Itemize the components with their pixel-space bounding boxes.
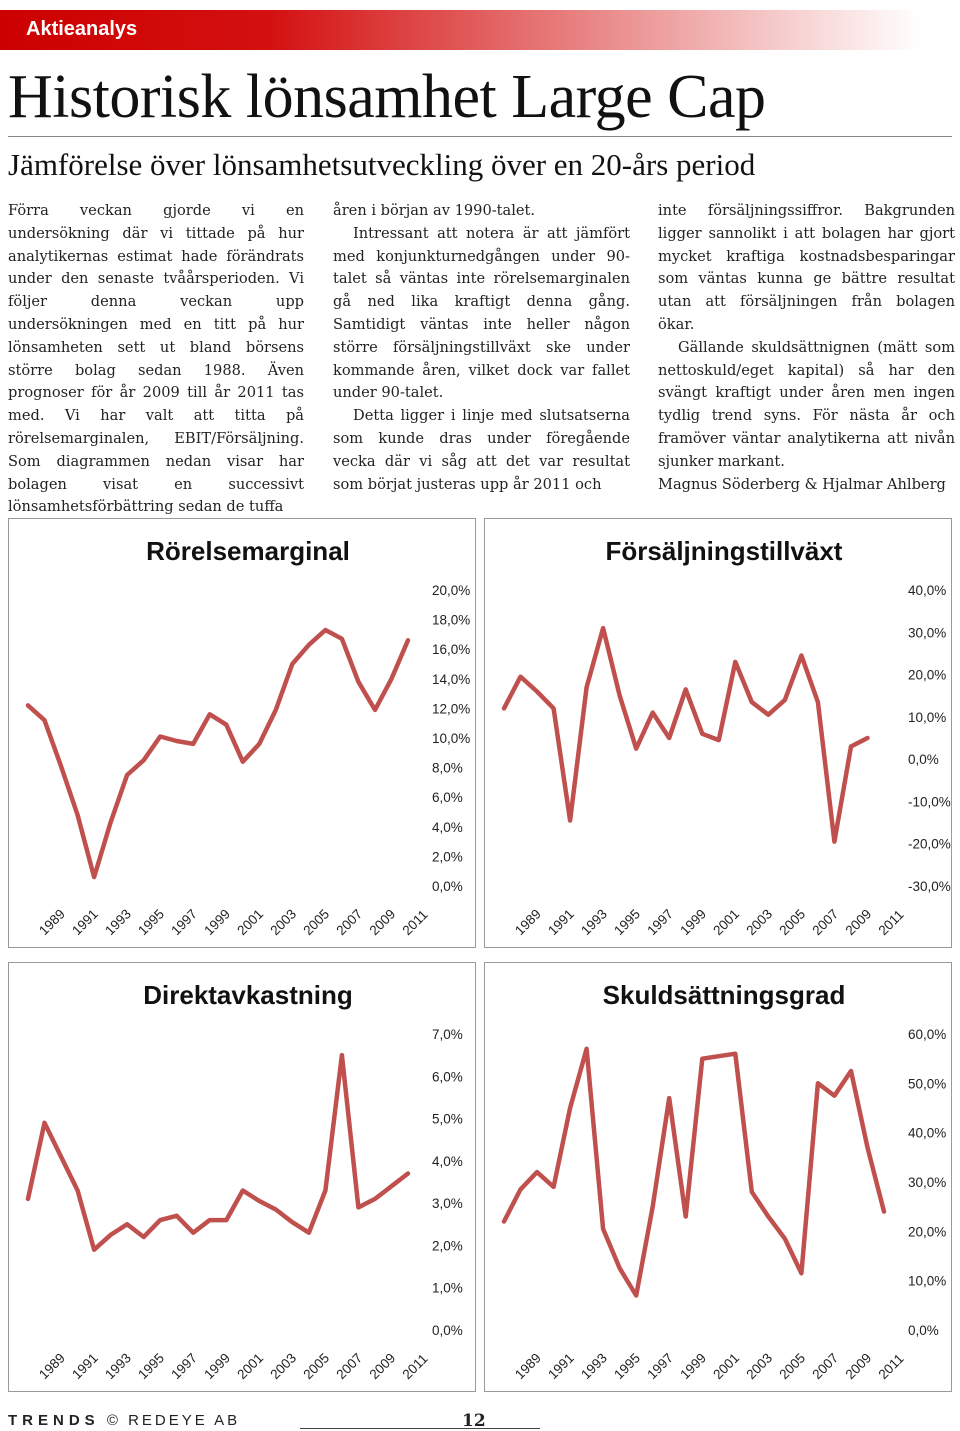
x-tick-label: 1989 [512,906,544,939]
chart-title: Rörelsemarginal [146,536,350,566]
x-tick-label: 2007 [333,1350,366,1383]
x-tick-label: 2011 [399,906,431,939]
x-tick-label: 1997 [168,1350,201,1383]
x-tick-label: 1993 [578,1350,610,1383]
x-tick-label: 1991 [545,906,577,939]
chart-svg [8,518,476,948]
x-tick-label: 1991 [69,906,101,939]
x-tick-label: 2003 [267,1350,300,1383]
y-tick-label: 3,0% [432,1196,463,1212]
publication-name: TRENDS [8,1412,100,1429]
x-tick-label: 2003 [743,906,776,939]
x-tick-label: 1995 [135,906,168,939]
x-tick-label: 2007 [809,1350,842,1383]
y-tick-label: -30,0% [908,879,951,894]
paragraph: Intressant att notera är att jämfört med konjunkturnedgången under 90-talet så väntas inte rörelsemarginalen gå ned lika kraftigt denna gång. Samtidigt väntas inte heller någon större försäljningstillväxt ske under kommande åren, vilket dock var fallet under 90-talet. [333,224,630,402]
y-tick-label: 10,0% [432,731,471,746]
y-tick-label: 0,0% [432,1323,463,1338]
y-tick-label: 6,0% [432,1069,463,1085]
page-subtitle: Jämförelse över lönsamhetsutveckling över en 20-års period [8,147,756,182]
y-tick-label: 16,0% [432,642,471,658]
x-tick-label: 1995 [611,906,644,939]
y-tick-label: 20,0% [908,667,947,683]
y-tick-label: 1,0% [432,1280,463,1296]
section-banner [0,10,960,50]
y-tick-label: -20,0% [908,836,951,852]
x-tick-label: 1989 [512,1350,544,1383]
x-tick-label: 2001 [234,906,267,939]
y-tick-label: 40,0% [908,583,947,598]
x-tick-label: 2009 [366,1350,399,1383]
chart-svg [8,962,476,1392]
x-tick-label: 1995 [135,1350,168,1383]
x-tick-label: 1993 [578,906,610,939]
x-tick-label: 1993 [102,1350,134,1383]
chart-svg [484,518,952,948]
x-tick-label: 1999 [677,1350,710,1383]
x-tick-label: 1991 [69,1350,101,1383]
x-tick-label: 2005 [776,1350,809,1383]
footer-credit [8,1412,240,1429]
author-line: Magnus Söderberg & Hjalmar Ahlberg [658,475,946,493]
x-tick-label: 2011 [399,1350,431,1383]
y-tick-label: 5,0% [432,1111,463,1127]
x-tick-label: 2003 [743,1350,776,1383]
x-tick-label: 1997 [644,1350,677,1383]
x-tick-label: 1993 [102,906,134,939]
x-tick-label: 2007 [809,906,842,939]
y-tick-label: 40,0% [908,1125,947,1141]
chart-frame [9,519,476,948]
y-tick-label: 8,0% [432,760,463,776]
page-title: Historisk lönsamhet Large Cap [8,63,766,131]
y-tick-label: 0,0% [432,879,463,894]
paragraph: Gällande skuldsättnignen (mätt som nettoskuld/eget kapital) så har den svängt kraftigt under åren men ingen tydlig trend syns. För nästa år och framöver väntar analytikerna att nivån sjunker markant. [658,338,955,470]
chart-title: Skuldsättningsgrad [602,980,846,1010]
x-tick-label: 1989 [36,906,68,939]
y-tick-label: 10,0% [908,709,947,725]
page-number: 12 [462,1411,486,1431]
paragraph: åren i början av 1990-talet. [333,202,536,219]
chart-rorelsemarginal [8,518,476,948]
x-tick-label: 1991 [545,1350,577,1383]
x-tick-label: 1989 [36,1350,68,1383]
y-tick-label: 20,0% [908,1224,947,1240]
x-tick-label: 1999 [201,906,234,939]
x-tick-label: 1997 [644,906,677,939]
x-tick-label: 2005 [300,1350,333,1383]
y-tick-label: 30,0% [908,625,947,641]
x-tick-label: 2009 [842,1350,875,1383]
copyright-symbol: © [106,1412,121,1429]
y-tick-label: 50,0% [908,1076,947,1092]
x-tick-label: 2005 [776,906,809,939]
y-tick-label: 2,0% [432,849,463,865]
x-tick-label: 2003 [267,906,300,939]
y-tick-label: 0,0% [908,752,939,768]
y-tick-label: 20,0% [432,583,471,598]
x-tick-label: 2009 [366,906,399,939]
y-tick-label: 30,0% [908,1175,947,1190]
y-tick-label: 12,0% [432,701,471,717]
y-tick-label: 18,0% [432,612,471,628]
paragraph: Förra veckan gjorde vi en undersökning där vi tittade på hur analytikernas estimat hade förändrats under den senaste tvåårsperioden. Vi följer denna veckan upp undersökningen med en titt på hur lönsamheten sett ut bland börsens större bolag sedan 1988. Även prognoser för år 2009 till år 2011 tas med. Vi har valt att titta på rörelsemarginalen, EBIT/Försäljning. Som diagrammen nedan visar har bolagen visat en successivt lönsamhetsförbättring sedan de tuffa [8,202,304,516]
y-tick-label: 10,0% [908,1273,947,1289]
publisher-name: REDEYE AB [128,1412,241,1429]
chart-skuldsattningsgrad [484,962,952,1392]
y-tick-label: 4,0% [432,819,463,835]
paragraph: Detta ligger i linje med slutsatserna som kunde dras under föregående vecka där vi såg att det var resultat som börjat justeras upp år 2011 och [333,407,630,493]
y-tick-label: 2,0% [432,1238,463,1254]
y-tick-label: -10,0% [908,794,951,810]
chart-svg [484,962,952,1392]
x-tick-label: 1999 [201,1350,234,1383]
x-tick-label: 1997 [168,906,201,939]
x-tick-label: 2011 [875,1350,907,1383]
text-column-1 [8,200,304,519]
x-tick-label: 2001 [710,1350,743,1383]
x-tick-label: 2001 [234,1350,267,1383]
footer-divider [300,1428,540,1429]
y-tick-label: 0,0% [908,1323,939,1338]
x-tick-label: 2005 [300,906,333,939]
text-column-3 [658,200,955,496]
chart-direktavkastning [8,962,476,1392]
y-tick-label: 7,0% [432,1027,463,1042]
chart-title: Direktavkastning [143,980,353,1010]
chart-forsaljningstillvaxt [484,518,952,948]
title-divider [8,136,952,137]
section-label: Aktieanalys [26,18,138,40]
y-tick-label: 60,0% [908,1027,947,1042]
y-tick-label: 14,0% [432,671,471,687]
x-tick-label: 2011 [875,906,907,939]
x-tick-label: 2009 [842,906,875,939]
paragraph: inte försäljningssiffror. Bakgrunden ligger sannolikt i att bolagen har gjort mycket kraftiga kostnadsbesparingar som väntas kunna ge bättre resultat utan att försäljningen från bolagen ökar. [658,202,955,333]
text-column-2 [333,200,630,496]
x-tick-label: 1995 [611,1350,644,1383]
x-tick-label: 1999 [677,906,710,939]
x-tick-label: 2001 [710,906,743,939]
y-tick-label: 6,0% [432,790,463,806]
chart-title: Försäljningstillväxt [605,536,843,566]
y-tick-label: 4,0% [432,1153,463,1169]
x-tick-label: 2007 [333,906,366,939]
